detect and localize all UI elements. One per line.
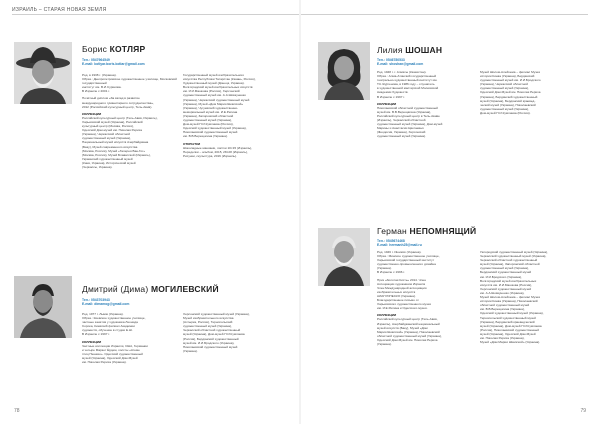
- email: E-mail: hermanh25@mail.ru: [377, 243, 422, 248]
- bio-line: (Украина), Чугуевский художественно-: [183, 105, 239, 110]
- bio-line: Дом-музей Н.И.Кумлиева (Россия).: [480, 110, 531, 115]
- bio-line: Род. 1948 г. г. Алматы (Казахстан).: [377, 70, 427, 74]
- artist-name-kotlyar: Борис КОТЛЯР: [82, 44, 146, 54]
- bio-line: Одесский Дом-Музей им. Николая Рериха: [377, 337, 438, 342]
- bio-line: музей им. В.В.Верещагина (Украина),: [377, 109, 432, 114]
- bio-line: Сорока, Киевский филиал Академии: [82, 324, 135, 329]
- bio-line: им. Николая Рериха (Украина),: [480, 335, 525, 340]
- email: E-mail: shoshan@gmail.com: [377, 62, 424, 67]
- artist-surname: КОТЛЯР: [109, 44, 146, 54]
- phone: Тел.: 0545674468: [377, 239, 405, 243]
- bio-line: (Украина), Бердянский художественный: [480, 94, 538, 99]
- bio-mogilevsky-col1: [82, 312, 178, 364]
- bio-line: музей (Украина), Дом-музей Н.И.Кумлиева: [480, 323, 542, 328]
- page-spine: [299, 0, 301, 424]
- contacts-shoshan: [377, 58, 423, 67]
- bio-line: художественный музей им. А.А.Шовкуненко: [183, 93, 246, 98]
- bio-line: (Черкассы, Украина).: [82, 164, 113, 169]
- bio-mogilevsky-col2: [183, 312, 283, 353]
- page-number-left: 78: [14, 408, 20, 414]
- bio-line: Николаевский художественный музей: [183, 344, 238, 349]
- artist-surname: ШОШАН: [405, 45, 443, 55]
- bio-line: В Израиле с 1997 г.: [82, 332, 110, 337]
- bio-line: международного гуманитарного сотрудничества»,: [82, 100, 154, 105]
- bio-line: Тернопольский художественный музей: [480, 315, 536, 320]
- bio-line: художественный музей (Украина),: [480, 86, 529, 91]
- bio-line: искусств им. И.И.Машкова (Россия),: [480, 282, 533, 287]
- bio-line: областной художественный музей: [480, 303, 530, 308]
- bio-line: им. И.И.Бродского (Украина),: [480, 274, 522, 279]
- phone: Тел.: 0547964549: [82, 58, 110, 62]
- bio-line: КОЛЛЕКЦИИ: [82, 111, 102, 116]
- bio-line: Российский культурный центр (Тель-Авив,: [377, 317, 438, 322]
- bio-line: Приз «Золотая Кисть» 2014. Член: [377, 277, 426, 282]
- bio-line: (Украина), Черкасский областной: [82, 132, 130, 137]
- bio-line: В Израиле с 2001 г.: [82, 89, 110, 94]
- bio-line: (Украина).: [183, 348, 198, 353]
- bio-line: Благодарственное письмо от: [377, 298, 419, 303]
- bio-line: музей им. И.И.Бродского (Украина),: [183, 340, 235, 345]
- bio-line: Музей Шолом-Алейхема – филиал Музея: [480, 295, 541, 300]
- bio-line: (Феодосия, Украина), Херсонский: [377, 130, 426, 135]
- bio-line: в художественной мастерской Московской: [377, 86, 439, 91]
- portrait-mogilevsky: [14, 276, 72, 338]
- bio-line: (Россия), Николаевский художественный: [480, 327, 539, 332]
- bio-line: Академии Художеств.: [377, 90, 409, 95]
- bio-line: Израиль), Азербайджанский национальный: [377, 321, 440, 326]
- bio-line: (Украина), Музей «Дом Марии Шкапской»: [183, 101, 244, 106]
- bio-line: КОЛЛЕКЦИИ: [82, 339, 102, 344]
- bio-line: КОЛЛЕКЦИИ: [377, 313, 397, 318]
- bio-line: (Баку), Музей современного искусства: [82, 144, 138, 149]
- bio-line: художественный музей (Украина),: [183, 118, 232, 123]
- bio-line: истории Киева (Украина), Бердянский: [480, 74, 535, 79]
- bio-line: им. В.В.Верещагина (Украина),: [480, 307, 525, 312]
- bio-line: (Украина).: [377, 266, 392, 271]
- bio-line: Т.К.Жургенова, в 1986 году – слушатель: [377, 82, 435, 87]
- bio-line: художественный музей (Украина),: [480, 266, 529, 271]
- bio-shoshan-col2: [480, 70, 584, 115]
- bio-line: В Израиле с 1996 г.: [377, 270, 405, 275]
- bio-line: Черкасский областной художественный: [183, 328, 241, 333]
- bio-line: Марины и Анастасии Цветаевых: [377, 126, 424, 131]
- email: E-mail: kotlyar.boris.kotlar@gmail.com: [82, 62, 145, 67]
- bio-line: искусства Республики Татарстан (Казань, Россия),: [183, 77, 256, 82]
- artist-surname: МОГИЛЕВСКИЙ: [150, 284, 219, 294]
- bio-line: Харьковского художественного музея: [377, 302, 431, 307]
- bio-line: Переделки ‒ альбом, 2015, 28×28 (Израиль),: [183, 149, 248, 154]
- bio-line: им. В.В.Верещагина (Украина).: [183, 134, 228, 139]
- bio-line: Черкасский областной художественный: [480, 258, 538, 263]
- bio-line: Частные коллекции Израиля, США, Германии: [82, 343, 148, 348]
- contacts-nepomnyashchy: [377, 239, 422, 248]
- bio-line: Художественный музей (Донецк, Украина).: [183, 81, 245, 86]
- bio-line: им. И.И.Машкова (Россия), Херсонский: [183, 89, 240, 94]
- artist-name-nepomnyashchy: Герман НЕПОМНЯЩИЙ: [377, 226, 477, 236]
- bio-line: ОТКРЫТКИ: [183, 141, 201, 146]
- bio-nepomnyashchy-col1: [377, 250, 475, 346]
- bio-line: музей искусств (Баку), Музей «Дом: [377, 325, 428, 330]
- bio-line: (Израиль), Черкасский областной: [377, 118, 426, 123]
- bio-nepomnyashchy-col2: [480, 250, 584, 344]
- bio-line: Рисунки, скульптура, 2016 (Израиль).: [183, 153, 237, 158]
- bio-line: Член Международной ассоциации: [377, 285, 427, 290]
- bio-line: художественно-промышленного дизайна: [377, 262, 436, 267]
- bio-line: Национальный музей искусств Азербайджана: [82, 140, 149, 145]
- bio-line: Почётный диплом «За вклад в развитие: [82, 96, 140, 101]
- bio-line: Херсонский художественный музей: [480, 286, 532, 291]
- bio-line: (Москва, Россия), Музей Блаватской (Израиль),: [82, 152, 151, 157]
- bio-line: художественный музей (Украина), Дом-музей: [377, 122, 443, 127]
- bio-line: истории Киева (Украина), Николаевский: [480, 299, 538, 304]
- bio-line: частные занятия у художника Леонида: [82, 320, 138, 325]
- bio-line: Херсонский художественный музей (Украина),: [183, 312, 250, 316]
- bio-line: музей (Украина), Запорожский областной: [480, 262, 540, 267]
- bio-line: Черкасский художественный музей (Украина),: [480, 254, 547, 259]
- bio-line: Николаевский художественный музей: [183, 130, 238, 135]
- bio-line: Одесский Дом-Музей им. Николая Рериха: [480, 90, 541, 95]
- bio-line: Волгоградский музей изобразительных: [480, 278, 537, 283]
- bio-line: Украинский художественный музей: [82, 156, 133, 161]
- bio-line: художеств, обучение в студии Е.Ш.: [82, 328, 133, 333]
- bio-line: Образ.: Минское художественное училище,: [377, 254, 440, 259]
- bio-line: Российский культурный центр в Тель-Авиве: [377, 113, 440, 118]
- bio-line: (Ахтырка, Россия), Тернопольский: [183, 320, 233, 325]
- bio-line: Музей Шолом-Алейхема – филиал Музея: [480, 70, 541, 74]
- bio-line: Ассоциации художников Израиля: [377, 281, 426, 286]
- bio-line: (Россия), Бердянский художественный: [183, 336, 239, 341]
- bio-line: Род. 1946 г. Ишимск (Украина).: [377, 250, 422, 254]
- bio-line: Шоколадные машинки, листки 10×15 (Израиль),: [183, 145, 253, 150]
- bio-line: Волгоградский музей изобразительных искусств: [183, 85, 253, 90]
- bio-line: им. А.А.Шовкуненко (Украина),: [480, 290, 525, 295]
- bio-line: (Украина), Запорожский областной: [183, 113, 234, 118]
- bio-line: художественный музей (Украина).: [377, 134, 426, 139]
- bio-line: Харьковский музей (Украина), Российский: [82, 119, 143, 124]
- bio-line: Бердянский художественный музей: [480, 270, 532, 275]
- contacts-mogilevsky: [82, 298, 129, 307]
- bio-line: Музей «Дом Марии Шкапской» (Украина).: [480, 340, 541, 345]
- portrait-shoshan: [318, 42, 370, 100]
- page-number-right: 79: [580, 408, 586, 414]
- bio-line: Дом-музей Н.И.Кумлиева (Россия),: [183, 122, 234, 127]
- bio-line: (Украина), Бердянский краеведческий: [480, 319, 535, 324]
- bio-line: изобразительных искусств: [377, 289, 416, 294]
- bio-shoshan-col1: [377, 70, 473, 139]
- bio-line: Российский культурный центр (Тель-Авив, Израиль),: [82, 115, 158, 120]
- phone: Тел.: 0543703943: [82, 298, 110, 302]
- bio-line: (Украина).: [377, 341, 392, 346]
- running-header: ИЗРАИЛЬ – СТАРАЯ НОВАЯ ЗЕМЛЯ: [12, 7, 107, 13]
- bio-line: художественный музей (Украина),: [82, 136, 131, 141]
- bio-line: музей (Украина), Одесский Дом-Музей: [480, 331, 536, 336]
- bio-line: (Киев, Украина), Исторический музей: [82, 160, 136, 165]
- bio-line: Одесский Дом-музей им. Николая Рериха: [82, 128, 143, 133]
- artist-surname: НЕПОМНЯЩИЙ: [409, 226, 477, 236]
- bio-line: театрально-художественный институт им.: [377, 78, 438, 83]
- bio-line: Ужгородский художественный музей (Украина),: [480, 250, 548, 254]
- bio-line: музей (Украина), Одесский Дом-Музей: [82, 355, 138, 360]
- bio-line: Музей изобразительного искусства: [183, 316, 234, 321]
- bio-line: (Украина), Черкасский областной: [480, 82, 528, 87]
- contacts-kotlyar: [82, 58, 145, 67]
- bio-line: Харьковский государственный институт: [377, 258, 435, 263]
- bio-line: Образ.: Алма-Атинский государственный: [377, 74, 437, 79]
- bio-line: музей (Украина), Бердянский краевед-: [480, 98, 536, 103]
- bio-line: мемориальный музей им. И.Е.Репина: [183, 109, 238, 114]
- bio-line: художественный музей им. И.И.Бродского: [480, 78, 541, 83]
- bio-line: Одесский художественный музей (Украина),: [183, 126, 247, 131]
- bio-line: Одесский художественный музей (Украина),: [480, 311, 544, 316]
- email: E-mail: dimamog@gmail.com: [82, 302, 130, 307]
- bio-line: (Москва, Россия), Музей «Галерея Ван-Гог»: [82, 148, 146, 153]
- bio-kotlyar-col1: [82, 73, 178, 169]
- artist-name-mogilevsky: Дмитрий (Дима) МОГИЛЕВСКИЙ: [82, 284, 219, 294]
- bio-line: им. Николая Рериха (Украина).: [82, 360, 127, 365]
- bio-line: Государственный музей изобразительного: [183, 73, 245, 77]
- bio-line: и четыре Маркет Ёрдем, холсты «Атеме: [82, 347, 140, 352]
- bio-line: институт им. В.И.Сурикова.: [82, 85, 122, 90]
- bio-line: 2012 (Российский культурный центр, Тель-Авив).: [82, 104, 153, 109]
- bio-line: им. И.Е.Репина и Одесского музея.: [377, 306, 428, 311]
- portrait-nepomnyashchy: [318, 228, 370, 286]
- bio-line: Образ.: Днепропетровское художественное училище, Московский государственный: [82, 77, 177, 86]
- bio-line: АИАП ЮНЕСКО (Украина).: [377, 293, 416, 298]
- bio-line: музей (Украина), Дом-музей Н.И.Кумлиева: [183, 332, 245, 337]
- bio-line: Николаевский областной художественный: [377, 105, 438, 110]
- bio-line: культурный центр (Москва, Россия),: [82, 124, 134, 129]
- artist-name-shoshan: Лилия ШОШАН: [377, 45, 443, 55]
- bio-line: художественный музей (Украина),: [183, 324, 232, 329]
- bio-line: В Израиле с 1997 г.: [377, 94, 405, 99]
- bio-line: ческий музей (Украина), Николаевский: [480, 102, 536, 107]
- bio-line: Образ.: Киевское художественное училище,: [82, 316, 146, 321]
- bio-line: КОЛЛЕКЦИИ: [377, 101, 397, 106]
- bio-line: художественный музей (Украина),: [480, 106, 529, 111]
- bio-line: областной художественный музей (Украина),: [377, 333, 442, 338]
- phone: Тел.: 0546780533: [377, 58, 405, 62]
- bio-line: птиц Пэнниш». Одесский художественный: [82, 351, 143, 356]
- bio-line: (Украина), Черкасский художественный музей: [183, 97, 250, 102]
- bio-kotlyar-col2: [183, 73, 283, 158]
- bio-line: Марии Шкапской» (Украина), Николаевский: [377, 329, 440, 334]
- bio-line: Род. в 1938 г. (Украина).: [82, 73, 117, 77]
- portrait-kotlyar: [14, 42, 72, 104]
- bio-line: Род. 1977 г. Львов (Украина).: [82, 312, 124, 316]
